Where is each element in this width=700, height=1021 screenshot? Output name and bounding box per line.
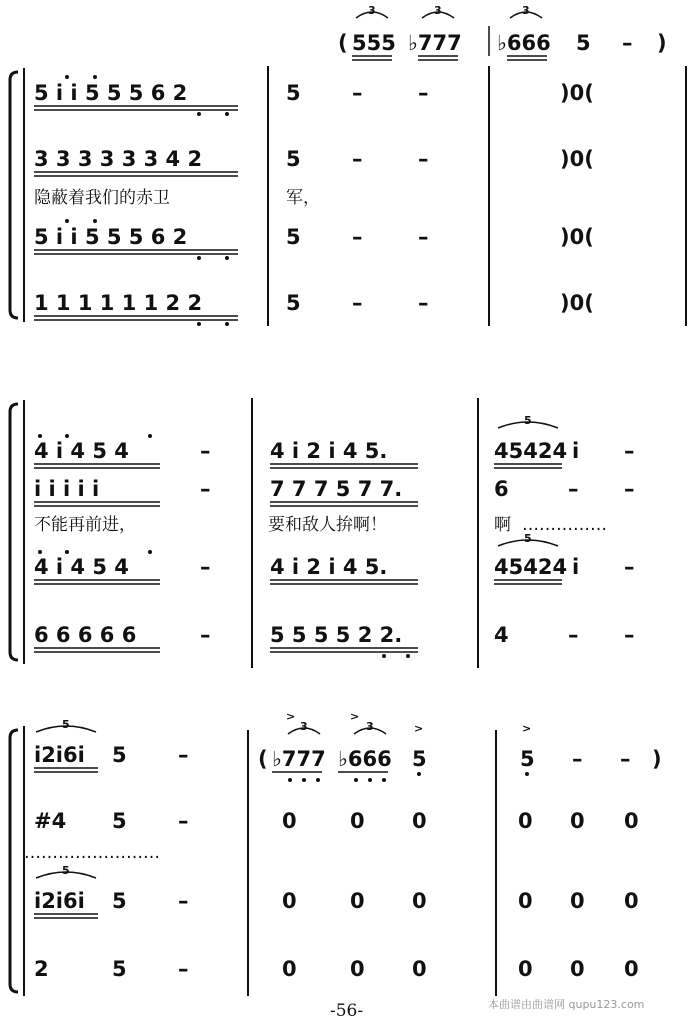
accent-mark: >	[414, 722, 424, 735]
svg-text:–: –	[572, 747, 583, 771]
svg-text:–: –	[624, 439, 635, 463]
svg-text:–: –	[352, 81, 363, 105]
svg-text:–: –	[200, 477, 211, 501]
voice-2-sustain: 5	[286, 147, 301, 171]
svg-text:0: 0	[350, 957, 365, 981]
system-3	[10, 710, 662, 996]
svg-text:–: –	[418, 147, 429, 171]
intro-note-5: 5	[520, 747, 535, 771]
svg-text:0: 0	[624, 809, 639, 833]
voice-1-bar-1: i2i6i	[34, 743, 85, 767]
intro-paren-close: )	[657, 31, 667, 55]
triplet-number: 3	[434, 4, 442, 17]
intro-note-5: 5	[576, 31, 591, 55]
svg-text:0: 0	[570, 957, 585, 981]
intro-triplet-777: ♭777	[408, 31, 462, 55]
accent-mark: >	[350, 710, 360, 723]
grace-note: 5	[62, 864, 70, 877]
voice-4-bar-1: 2	[34, 957, 49, 981]
system-bracket	[10, 404, 18, 660]
svg-text:0: 0	[282, 957, 297, 981]
voice-2-notes: 3 3 3 3 3 3 4 2	[34, 147, 203, 171]
svg-text:–: –	[352, 225, 363, 249]
voice-3-rest: )0(	[560, 225, 594, 249]
svg-text:0: 0	[282, 889, 297, 913]
svg-text:0: 0	[624, 957, 639, 981]
voice-4-notes: 1 1 1 1 1 1 2 2	[34, 291, 203, 315]
watermark: 本曲谱由曲谱网 qupu123.com	[488, 998, 645, 1011]
svg-text:5: 5	[112, 743, 127, 767]
grace-note: 5	[524, 414, 532, 427]
svg-text:0: 0	[412, 889, 427, 913]
intro-paren-close: )	[652, 747, 662, 771]
voice-4-bar-3: 4	[494, 623, 509, 647]
voice-3-bar-1: i2i6i	[34, 889, 85, 913]
svg-text:–: –	[418, 291, 429, 315]
svg-text:–: –	[352, 147, 363, 171]
svg-text:–: –	[624, 555, 635, 579]
svg-text:0: 0	[350, 809, 365, 833]
voice-4-rest: )0(	[560, 291, 594, 315]
system-bracket	[10, 72, 18, 318]
lyric-line-1: 隐蔽着我们的赤卫	[34, 188, 170, 208]
lyric-line-2a: 不能再前进，	[34, 515, 136, 535]
voice-3-sustain: 5	[286, 225, 301, 249]
svg-text:–: –	[200, 623, 211, 647]
voice-2-bar-1: i i i i i	[34, 477, 100, 501]
voice-4-sustain: 5	[286, 291, 301, 315]
system-bracket	[10, 730, 18, 992]
voice-1-bar-2: 4 i 2 i 4 5.	[270, 439, 388, 463]
svg-text:0: 0	[570, 889, 585, 913]
svg-text:0: 0	[570, 809, 585, 833]
intro-triplet-666: ♭666	[338, 747, 392, 771]
svg-text:3: 3	[300, 720, 308, 733]
accent-mark: >	[522, 722, 532, 735]
triplet-number: 3	[368, 4, 376, 17]
voice-1-sustain: 5	[286, 81, 301, 105]
intro-triplet-555: 555	[352, 31, 396, 55]
svg-text:0: 0	[412, 957, 427, 981]
voice-1-notes: 5 i i 5 5 5 6 2	[34, 81, 188, 105]
intro-triplet-666: ♭666	[497, 31, 551, 55]
svg-text:0: 0	[282, 809, 297, 833]
lyric-line-2c: 啊	[494, 515, 511, 535]
voice-3-bar-2: 4 i 2 i 4 5.	[270, 555, 388, 579]
lyric-line-1-end: 军，	[286, 188, 320, 208]
svg-text:–: –	[624, 623, 635, 647]
svg-text:0: 0	[624, 889, 639, 913]
svg-text:i: i	[572, 555, 580, 579]
svg-text:–: –	[178, 809, 189, 833]
svg-text:–: –	[418, 81, 429, 105]
intro-note-5: 5	[412, 747, 427, 771]
system-1	[10, 4, 686, 326]
triplet-number: 3	[522, 4, 530, 17]
svg-text:–: –	[200, 555, 211, 579]
svg-text:3: 3	[366, 720, 374, 733]
voice-3-notes: 5 i i 5 5 5 6 2	[34, 225, 188, 249]
voice-3-bar-3: 45424	[494, 555, 568, 579]
svg-text:0: 0	[412, 809, 427, 833]
svg-text:–: –	[418, 225, 429, 249]
intro-paren-open: (	[338, 31, 348, 55]
lyric-extension-dots: ……………………	[24, 843, 160, 863]
svg-text:–: –	[624, 477, 635, 501]
svg-text:0: 0	[518, 809, 533, 833]
voice-4-bar-1: 6 6 6 6 6	[34, 623, 137, 647]
svg-text:–: –	[568, 477, 579, 501]
voice-1-bar-1: 4 i 4 5 4	[34, 439, 129, 463]
voice-4-bar-2: 5 5 5 5 2 2.	[270, 623, 403, 647]
voice-2-bar-1: #4	[34, 809, 67, 833]
page-number: -56-	[330, 1001, 364, 1021]
intro-paren-open: (	[258, 747, 268, 771]
svg-text:–: –	[178, 889, 189, 913]
svg-text:0: 0	[518, 957, 533, 981]
accent-mark: >	[286, 710, 296, 723]
lyric-line-2b: 要和敌人拚啊！	[268, 515, 387, 535]
svg-text:5: 5	[112, 957, 127, 981]
system-2	[10, 398, 635, 668]
voice-1-rest: )0(	[560, 81, 594, 105]
voice-2-bar-2: 7 7 7 5 7 7.	[270, 477, 403, 501]
svg-text:–: –	[200, 439, 211, 463]
svg-text:0: 0	[350, 889, 365, 913]
svg-text:5: 5	[112, 889, 127, 913]
intro-dash: –	[622, 31, 633, 55]
voice-3-bar-1: 4 i 4 5 4	[34, 555, 129, 579]
svg-text:5: 5	[112, 809, 127, 833]
voice-2-bar-3: 6	[494, 477, 509, 501]
intro-triplet-777: ♭777	[272, 747, 326, 771]
svg-text:–: –	[352, 291, 363, 315]
svg-text:i: i	[572, 439, 580, 463]
grace-note: 5	[524, 532, 532, 545]
lyric-extension-dots: ……………	[522, 515, 607, 535]
svg-text:–: –	[178, 957, 189, 981]
voice-1-bar-3: 45424	[494, 439, 568, 463]
svg-text:0: 0	[518, 889, 533, 913]
svg-text:–: –	[620, 747, 631, 771]
svg-text:–: –	[568, 623, 579, 647]
svg-text:–: –	[178, 743, 189, 767]
voice-2-rest: )0(	[560, 147, 594, 171]
grace-note: 5	[62, 718, 70, 731]
